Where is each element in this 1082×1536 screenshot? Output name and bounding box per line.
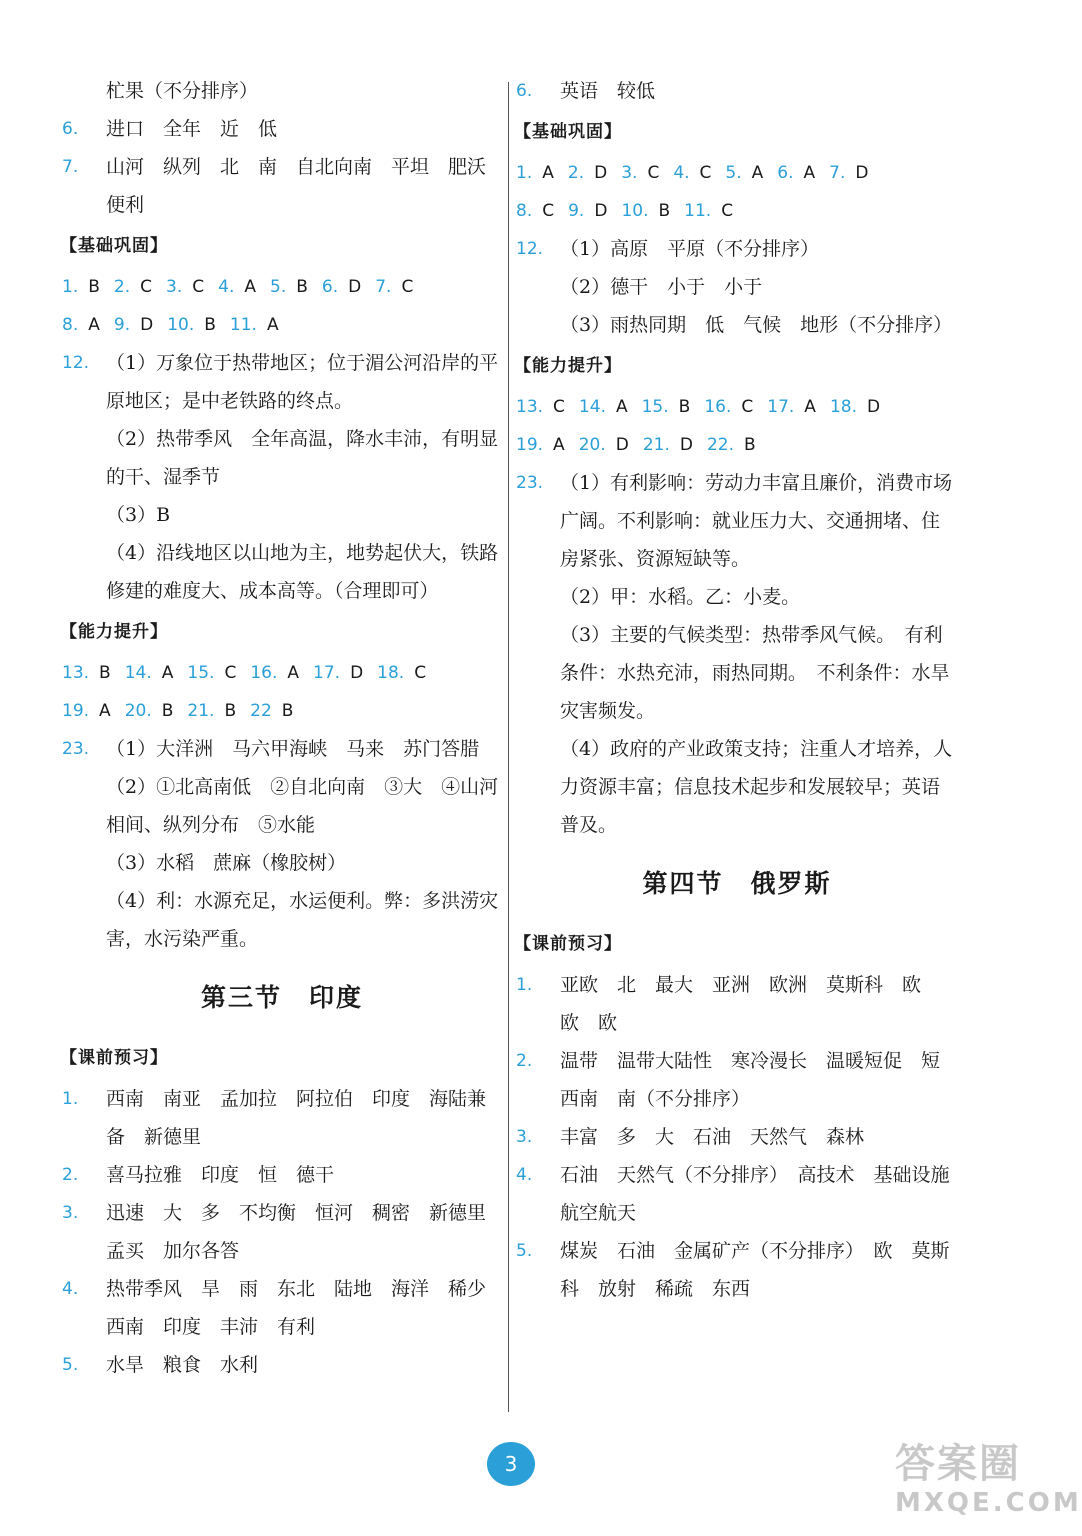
choice-number: 20. [578,435,606,455]
choice-letter: B [678,397,691,417]
choice-number: 4. [218,277,235,297]
right-column [514,72,969,1308]
sub-answer: （3）主要的气候类型：热带季风气候。 有利条件：水热充沛，雨热同期。 不利条件：水旱灾害频发。 [560,624,950,722]
question-answer [62,730,502,958]
item-number: 5. [516,1241,533,1261]
choice-letter: C [140,277,153,297]
choice-number: 9. [113,315,131,335]
item-text: 迅速 大 多 不均衡 恒河 稠密 新德里 孟买 加尔各答 [106,1202,506,1262]
choice-letter: C [401,277,414,297]
item-text: 山河 纵列 北 南 自北向南 平坦 肥沃 便利 [106,156,506,216]
choice-number: 5. [270,277,287,297]
sub-answer: （4）沿线地区以山地为主，地势起伏大，铁路修建的难度大、成本高等。（合理即可） [106,542,499,602]
heading-preview: 【课前预习】 [60,1048,168,1068]
choice-letter: C [553,397,565,417]
sub-answer: （4）利：水源充足，水运便利。弊：多洪涝灾害，水污染严重。 [106,890,499,950]
heading-basic: 【基础巩固】 [60,236,168,256]
answer-item [62,72,502,110]
item-number: 2. [62,1165,79,1185]
choice-answer [62,306,100,344]
item-number: 6. [62,119,79,139]
item-text: 煤炭 石油 金属矿产（不分排序） 欧 莫斯科 放射 稀疏 东西 [560,1240,950,1300]
heading-basic: 【基础巩固】 [514,122,622,142]
choice-number: 21. [187,701,215,721]
item-number: 6. [516,81,533,101]
sub-answer: （1）万象位于热带地区；位于湄公河沿岸的平原地区；是中老铁路的终点。 [106,352,499,412]
choice-letter: C [192,277,205,297]
choice-answer [643,426,693,464]
choice-number: 17. [767,397,795,417]
choice-letter: A [615,397,628,417]
choice-letter: B [161,701,174,721]
choice-number: 3. [166,277,183,297]
sub-answer: （3）水稻 蔗麻（橡胶树） [106,852,347,874]
choice-number: 19. [62,701,90,721]
choice-number: 8. [62,315,79,335]
answer-item [62,1270,506,1346]
question-answer [62,344,502,610]
choice-answer [250,654,299,692]
answer-item [62,1346,502,1384]
question-answer [516,464,958,844]
question-answer [516,230,958,344]
choice-answer [516,426,565,464]
choice-letter: A [542,163,554,183]
choice-answer [725,154,763,192]
choice-letter: C [414,663,427,683]
choice-answer-row [516,192,958,230]
watermark-logo [895,1440,1082,1530]
choice-number: 14. [124,663,152,683]
choice-letter: B [99,663,111,683]
choice-letter: C [721,201,734,221]
item-number: 1. [516,975,533,995]
choice-answer [830,388,880,426]
item-text: 进口 全年 近 低 [106,118,278,140]
choice-number: 20. [124,701,152,721]
answer-item [516,1156,969,1232]
choice-answer [704,388,753,426]
item-number: 2. [516,1051,533,1071]
item-text: 温带 温带大陆性 寒冷漫长 温暖短促 短 西南 南（不分排序） [560,1050,960,1110]
section-title-russia: 第四节 俄罗斯 [642,869,832,898]
sub-answer: （4）政府的产业政策支持；注重人才培养，人力资源丰富；信息技术起步和发展较早；英语普及。 [560,738,953,836]
choice-number: 11. [684,201,712,221]
item-text: 西南 南亚 孟加拉 阿拉伯 印度 海陆兼备 新德里 [106,1088,487,1148]
choice-number: 16. [704,397,732,417]
choice-answer-row [62,692,502,730]
sub-answer: （1）大洋洲 马六甲海峡 马来 苏门答腊 [106,738,480,760]
choice-number: 22 [250,701,272,721]
choice-number: 8. [516,201,533,221]
choice-number: 6. [777,163,794,183]
item-number: 3. [516,1127,533,1147]
choice-answer-row [516,426,958,464]
choice-number: 9. [568,201,585,221]
choice-number: 15. [187,663,215,683]
item-number: 3. [62,1203,79,1223]
choice-answer [621,192,670,230]
choice-letter: A [244,277,256,297]
page-number-badge: 3 [487,1442,535,1486]
choice-number: 10. [621,201,649,221]
choice-number: 2. [567,163,585,183]
choice-letter: D [350,663,364,683]
item-text: 杧果（不分排序） [106,80,259,102]
choice-answer-row [516,388,958,426]
choice-letter: B [204,315,216,335]
choice-number: 1. [516,163,533,183]
choice-answer [62,268,100,306]
item-text: 喜马拉雅 印度 恒 德干 [106,1164,335,1186]
choice-letter: D [140,315,154,335]
item-number: 7. [62,157,79,177]
choice-letter: D [855,163,869,183]
choice-letter: A [287,663,300,683]
sub-answer: （2）甲：水稻。乙：小麦。 [560,586,801,608]
answer-item [516,966,958,1042]
choice-number: 11. [229,315,257,335]
choice-letter: B [224,701,237,721]
choice-letter: D [615,435,629,455]
item-text: 丰富 多 大 石油 天然气 森林 [560,1126,865,1148]
heading-preview: 【课前预习】 [514,934,622,954]
answer-item [62,1080,502,1156]
choice-letter: C [647,163,660,183]
choice-answer [516,154,554,192]
choice-number: 14. [578,397,606,417]
choice-number: 4. [673,163,690,183]
choice-answer [516,388,565,426]
question-number: 12. [516,239,544,259]
answer-item [62,110,502,148]
sub-answer: （1）高原 平原（不分排序） [560,238,820,260]
choice-answer-row [62,268,502,306]
choice-answer [167,306,216,344]
choice-answer [250,692,293,730]
choice-answer [313,654,363,692]
choice-letter: A [161,663,174,683]
choice-answer [125,654,174,692]
choice-answer [579,388,628,426]
choice-answer [375,268,413,306]
answer-item [516,1232,958,1308]
choice-answer [777,154,815,192]
watermark-url: MXQE.COM [895,1488,1082,1518]
column-divider [508,82,509,1412]
choice-answer-row [62,654,502,692]
question-number: 12. [62,353,90,373]
choice-letter: D [594,163,608,183]
sub-answer: （2）热带季风 全年高温，降水丰沛，有明显的干、湿季节 [106,428,499,488]
choice-number: 7. [829,163,846,183]
choice-answer [270,268,308,306]
choice-letter: B [88,277,100,297]
item-text: 英语 较低 [560,80,656,102]
heading-ability: 【能力提升】 [60,622,168,642]
answer-item [516,1042,958,1118]
choice-answer [829,154,868,192]
choice-answer [568,154,607,192]
choice-answer [114,306,153,344]
watermark-text: 答案圈 [895,1441,1021,1487]
choice-letter: C [741,397,754,417]
choice-answer [62,654,111,692]
choice-answer [114,268,152,306]
sub-answer: （3）B [106,504,171,526]
sub-answer: （3）雨热同期 低 气候 地形（不分排序） [560,314,953,336]
choice-letter: C [542,201,555,221]
choice-letter: D [679,435,693,455]
choice-number: 13. [516,397,544,417]
choice-letter: D [866,397,881,417]
choice-answer [230,306,279,344]
choice-letter: B [296,277,308,297]
choice-answer [218,268,256,306]
choice-letter: A [99,701,111,721]
heading-ability: 【能力提升】 [514,356,622,376]
choice-letter: C [699,163,712,183]
choice-answer [377,654,426,692]
item-text: 石油 天然气（不分排序） 高技术 基础设施 航空航天 [560,1164,969,1224]
choice-number: 18. [829,397,857,417]
choice-number: 13. [62,663,90,683]
choice-answer [707,426,756,464]
item-number: 1. [62,1089,79,1109]
choice-letter: B [744,435,756,455]
choice-answer [621,154,659,192]
choice-number: 1. [62,277,79,297]
choice-number: 7. [375,277,392,297]
answer-item [516,72,958,110]
choice-answer [767,388,816,426]
choice-letter: B [281,701,294,721]
choice-answer [642,388,691,426]
item-text: 亚欧 北 最大 亚洲 欧洲 莫斯科 欧 欧 欧 [560,974,941,1034]
item-number: 5. [62,1355,79,1375]
choice-letter: D [348,277,362,297]
choice-number: 6. [321,277,339,297]
choice-answer [673,154,711,192]
item-text: 热带季风 旱 雨 东北 陆地 海洋 稀少 西南 印度 丰沛 有利 [106,1278,506,1338]
choice-letter: A [88,315,100,335]
choice-answer [166,268,204,306]
choice-letter: A [751,163,764,183]
choice-letter: A [266,315,279,335]
choice-answer [187,692,236,730]
question-number: 23. [516,473,544,493]
choice-answer-row [516,154,958,192]
choice-number: 2. [113,277,131,297]
choice-answer-row [62,306,502,344]
choice-number: 18. [377,663,405,683]
item-number: 4. [516,1165,533,1185]
choice-answer [579,426,629,464]
choice-number: 17. [313,663,341,683]
left-column [60,72,506,1384]
choice-number: 19. [516,435,544,455]
choice-answer [322,268,361,306]
choice-number: 16. [250,663,278,683]
choice-answer [62,692,111,730]
choice-letter: A [803,163,816,183]
choice-letter: C [224,663,237,683]
section-title-india: 第三节 印度 [200,983,363,1012]
answer-item [516,1118,958,1156]
choice-letter: A [804,397,816,417]
choice-letter: B [658,201,671,221]
sub-answer: （2）德干 小于 小于 [560,276,763,298]
choice-number: 3. [621,163,638,183]
item-text: 水旱 粮食 水利 [106,1354,259,1376]
sub-answer: （1）有利影响：劳动力丰富且廉价，消费市场广阔。不利影响：就业压力大、交通拥堵、住房紧张、资源短缺等。 [560,472,953,570]
sub-answer: （2）①北高南低 ②自北向南 ③大 ④山河相间、纵列分布 ⑤水能 [106,776,499,836]
choice-answer [125,692,174,730]
answer-item [62,1156,502,1194]
choice-letter: D [594,201,608,221]
choice-answer [187,654,236,692]
choice-number: 15. [641,397,669,417]
choice-answer [684,192,733,230]
choice-number: 10. [167,315,195,335]
question-number: 23. [62,739,90,759]
choice-number: 22. [706,435,735,455]
choice-answer [568,192,607,230]
choice-answer [516,192,554,230]
item-number: 4. [62,1279,79,1299]
answer-item [62,148,506,224]
choice-number: 5. [725,163,742,183]
choice-number: 21. [642,435,670,455]
choice-letter: A [553,435,565,455]
answer-item [62,1194,506,1270]
